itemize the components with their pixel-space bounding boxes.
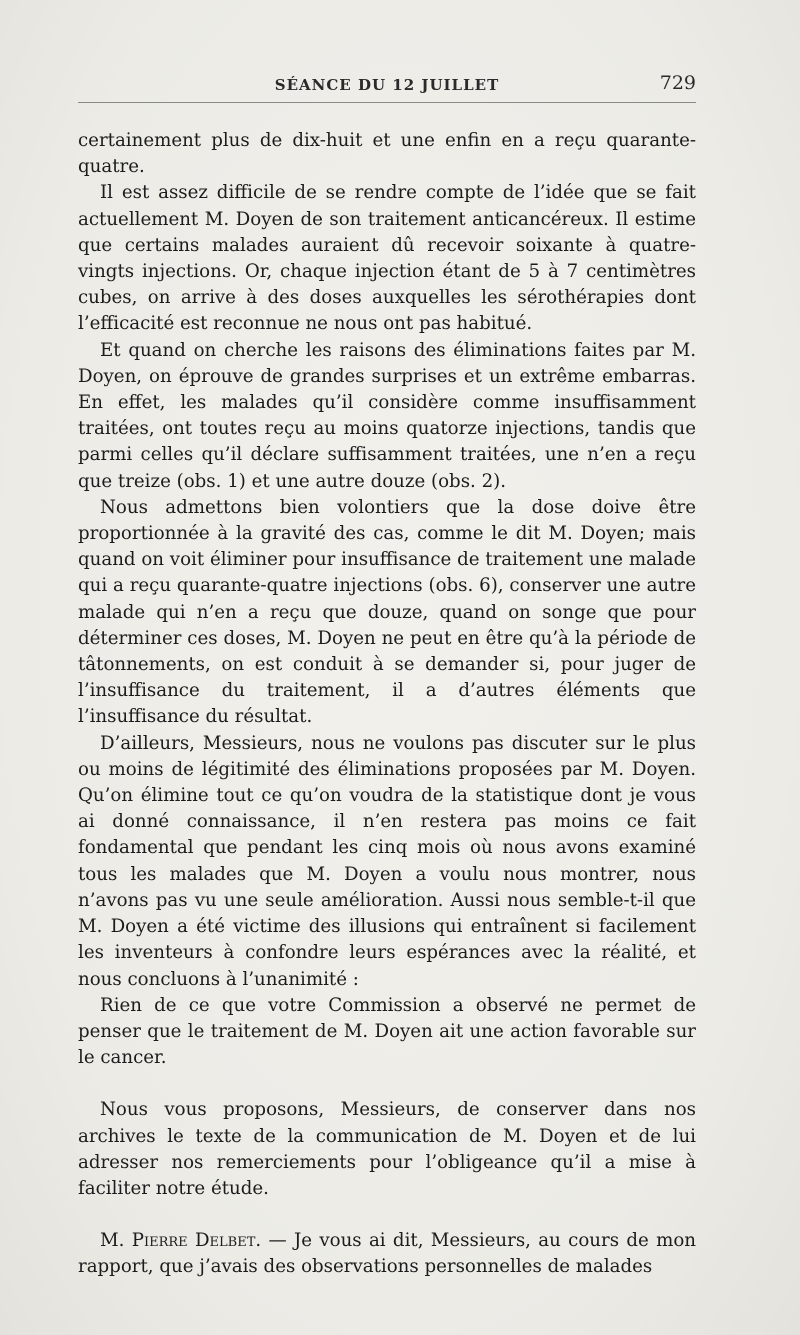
proposal-paragraph: Nous vous proposons, Messieurs, de conserver dans nos archives le texte de la communication de M. Doyen et de lui adresser nos remerciements pour l’obligeance qu’il a mise à faciliter notre étude. — [78, 1099, 696, 1199]
paragraph: Et quand on cherche les raisons des éliminations faites par M. Doyen, on éprouve de grandes surprises et un extrême embarras. En effet, les malades qu’il considère comme insuffisamment traitées, ont toutes reçu au moins quatorze injections, tandis que parmi celles qu’il déclare suffisamment traitées, une n’en a reçu que treize (obs. 1) et une autre douze (obs. 2). — [78, 339, 696, 492]
paragraph-continuation: certainement plus de dix-huit et une enfin en a reçu quarante-quatre. — [78, 130, 696, 178]
paragraph: D’ailleurs, Messieurs, nous ne voulons pas discuter sur le plus ou moins de légitimité des éliminations proposées par M. Doyen. Qu’on élimine tout ce qu’on voudra de la statistique dont je vous ai donné connaissance, il n’en restera pas moins ce fait fondamental que pendant les cinq mois où nous avons examiné tous les malades que M. Doyen a voulu nous montrer, nous n’avons pas vu une seule amélioration. Aussi nous semble-t-il que M. Doyen a été victime des illusions qui entraînent si facilement les inventeurs à confondre leurs espérances avec la réalité, et nous concluons à l’unanimité : — [78, 732, 696, 990]
speaker-text: — Je vous ai dit, Messieurs, au cours de mon rapport, que j’avais des observations personnelles de malades — [78, 1230, 696, 1278]
conclusion-paragraph: Rien de ce que votre Commission a observé ne permet de penser que le traitement de M. Doyen ait une action favorable sur le cancer. — [78, 994, 696, 1069]
speaker-paragraph — [78, 1228, 696, 1280]
running-header — [78, 70, 696, 103]
running-title: SÉANCE DU 12 JUILLET — [274, 76, 500, 94]
speaker-name: M. Pierre Delbet. — [100, 1230, 262, 1252]
paragraph: Il est assez difficile de se rendre compte de l’idée que se fait actuellement M. Doyen de son traitement anticancéreux. Il estime que certains malades auraient dû recevoir soixante à quatre-vingts injections. Or, chaque injection étant de 5 à 7 centimètres cubes, on arrive à des doses auxquelles les sérothérapies dont l’efficacité est reconnue ne nous ont pas habitué. — [78, 182, 696, 335]
paragraph: Nous admettons bien volontiers que la dose doive être proportionnée à la gravité des cas, comme le dit M. Doyen; mais quand on voit éliminer pour insuffisance de traitement une malade qui a reçu quarante-quatre injections (obs. 6), conserver une autre malade qui n’en a reçu que douze, quand on songe que pour déterminer ces doses, M. Doyen ne peut en être qu’à la période de tâtonnements, on est conduit à se demander si, pour juger de l’insuffisance du traitement, il a d’autres éléments que l’insuffisance du résultat. — [78, 496, 696, 728]
body-text — [78, 128, 696, 1281]
page-number: 729 — [659, 72, 696, 94]
